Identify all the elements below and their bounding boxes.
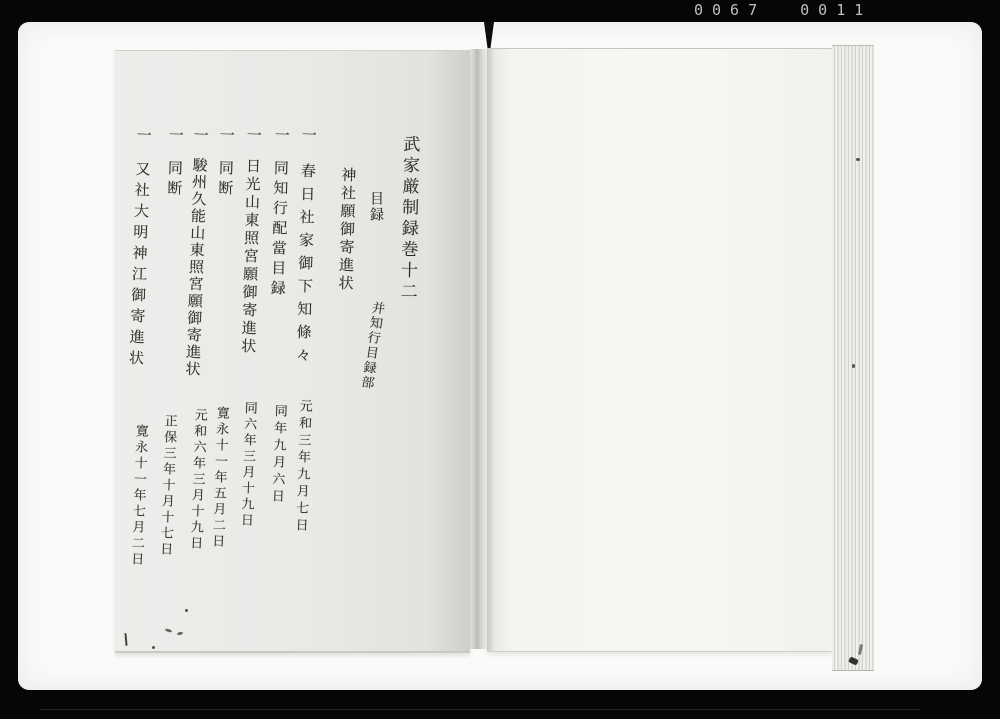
toc-entry-5 xyxy=(184,127,208,378)
volume-title: 武家厳制録巻十二 xyxy=(396,134,420,304)
left-page xyxy=(115,50,470,653)
entry-text: 日光山東照宮願御寄進状 xyxy=(239,157,263,357)
entry-date-7: 寛永十一年七月二日 xyxy=(127,423,148,569)
entry-marker: 一 xyxy=(191,126,210,145)
edge-speck xyxy=(848,656,859,665)
backing-sheet xyxy=(18,22,982,690)
section-heading-note: 并知行目録部 xyxy=(357,299,385,392)
ink-speck xyxy=(152,646,155,649)
entry-date-4: 寛永十一年五月二日 xyxy=(208,405,229,551)
entry-marker: 一 xyxy=(217,126,236,148)
entry-date-3: 同六年三月十九日 xyxy=(237,400,257,530)
entry-text: 駿州久能山東照宮願御寄進状 xyxy=(183,156,209,379)
ink-smudge xyxy=(124,633,127,646)
ink-smudge xyxy=(165,628,173,633)
film-frame-counter: 0067 0011 xyxy=(694,1,873,19)
entry-text: 又社大明神江御寄進状 xyxy=(126,160,152,372)
ink-speck xyxy=(185,609,188,612)
entry-text: 同断 xyxy=(216,159,236,201)
right-page-blank xyxy=(487,48,832,652)
entry-marker: 一 xyxy=(134,126,153,149)
edge-speck xyxy=(856,158,860,161)
film-edge-line xyxy=(40,709,920,710)
entry-date-1: 元和三年九月七日 xyxy=(292,398,312,536)
toc-entry-4 xyxy=(217,127,234,200)
toc-entry-1 xyxy=(295,127,316,370)
toc-entry-6 xyxy=(166,127,183,200)
entry-marker: 一 xyxy=(299,126,318,151)
section-heading: 神社願御寄進状 xyxy=(336,166,358,294)
toc-entry-2 xyxy=(269,127,289,300)
edge-speck xyxy=(858,644,863,655)
entry-date-6: 正保三年十月十七日 xyxy=(156,413,177,559)
page-stack-fore-edge xyxy=(832,45,874,671)
entry-marker: 一 xyxy=(272,126,291,148)
entry-marker: 一 xyxy=(166,126,185,148)
book-gutter-shadow xyxy=(467,49,489,649)
entry-date-5: 元和六年三月十九日 xyxy=(186,407,207,553)
toc-entry-7 xyxy=(127,127,151,371)
entry-marker: 一 xyxy=(244,126,263,146)
entry-text: 同知行配當目録 xyxy=(268,159,291,301)
ink-smudge xyxy=(177,631,184,635)
edge-speck xyxy=(852,364,855,368)
toc-entry-3 xyxy=(240,127,261,356)
contents-label: 目録 xyxy=(368,191,384,223)
entry-date-2: 同年九月六日 xyxy=(268,403,287,507)
entry-text: 春日社家御下知條々 xyxy=(293,162,318,371)
entry-text: 同断 xyxy=(165,159,185,201)
